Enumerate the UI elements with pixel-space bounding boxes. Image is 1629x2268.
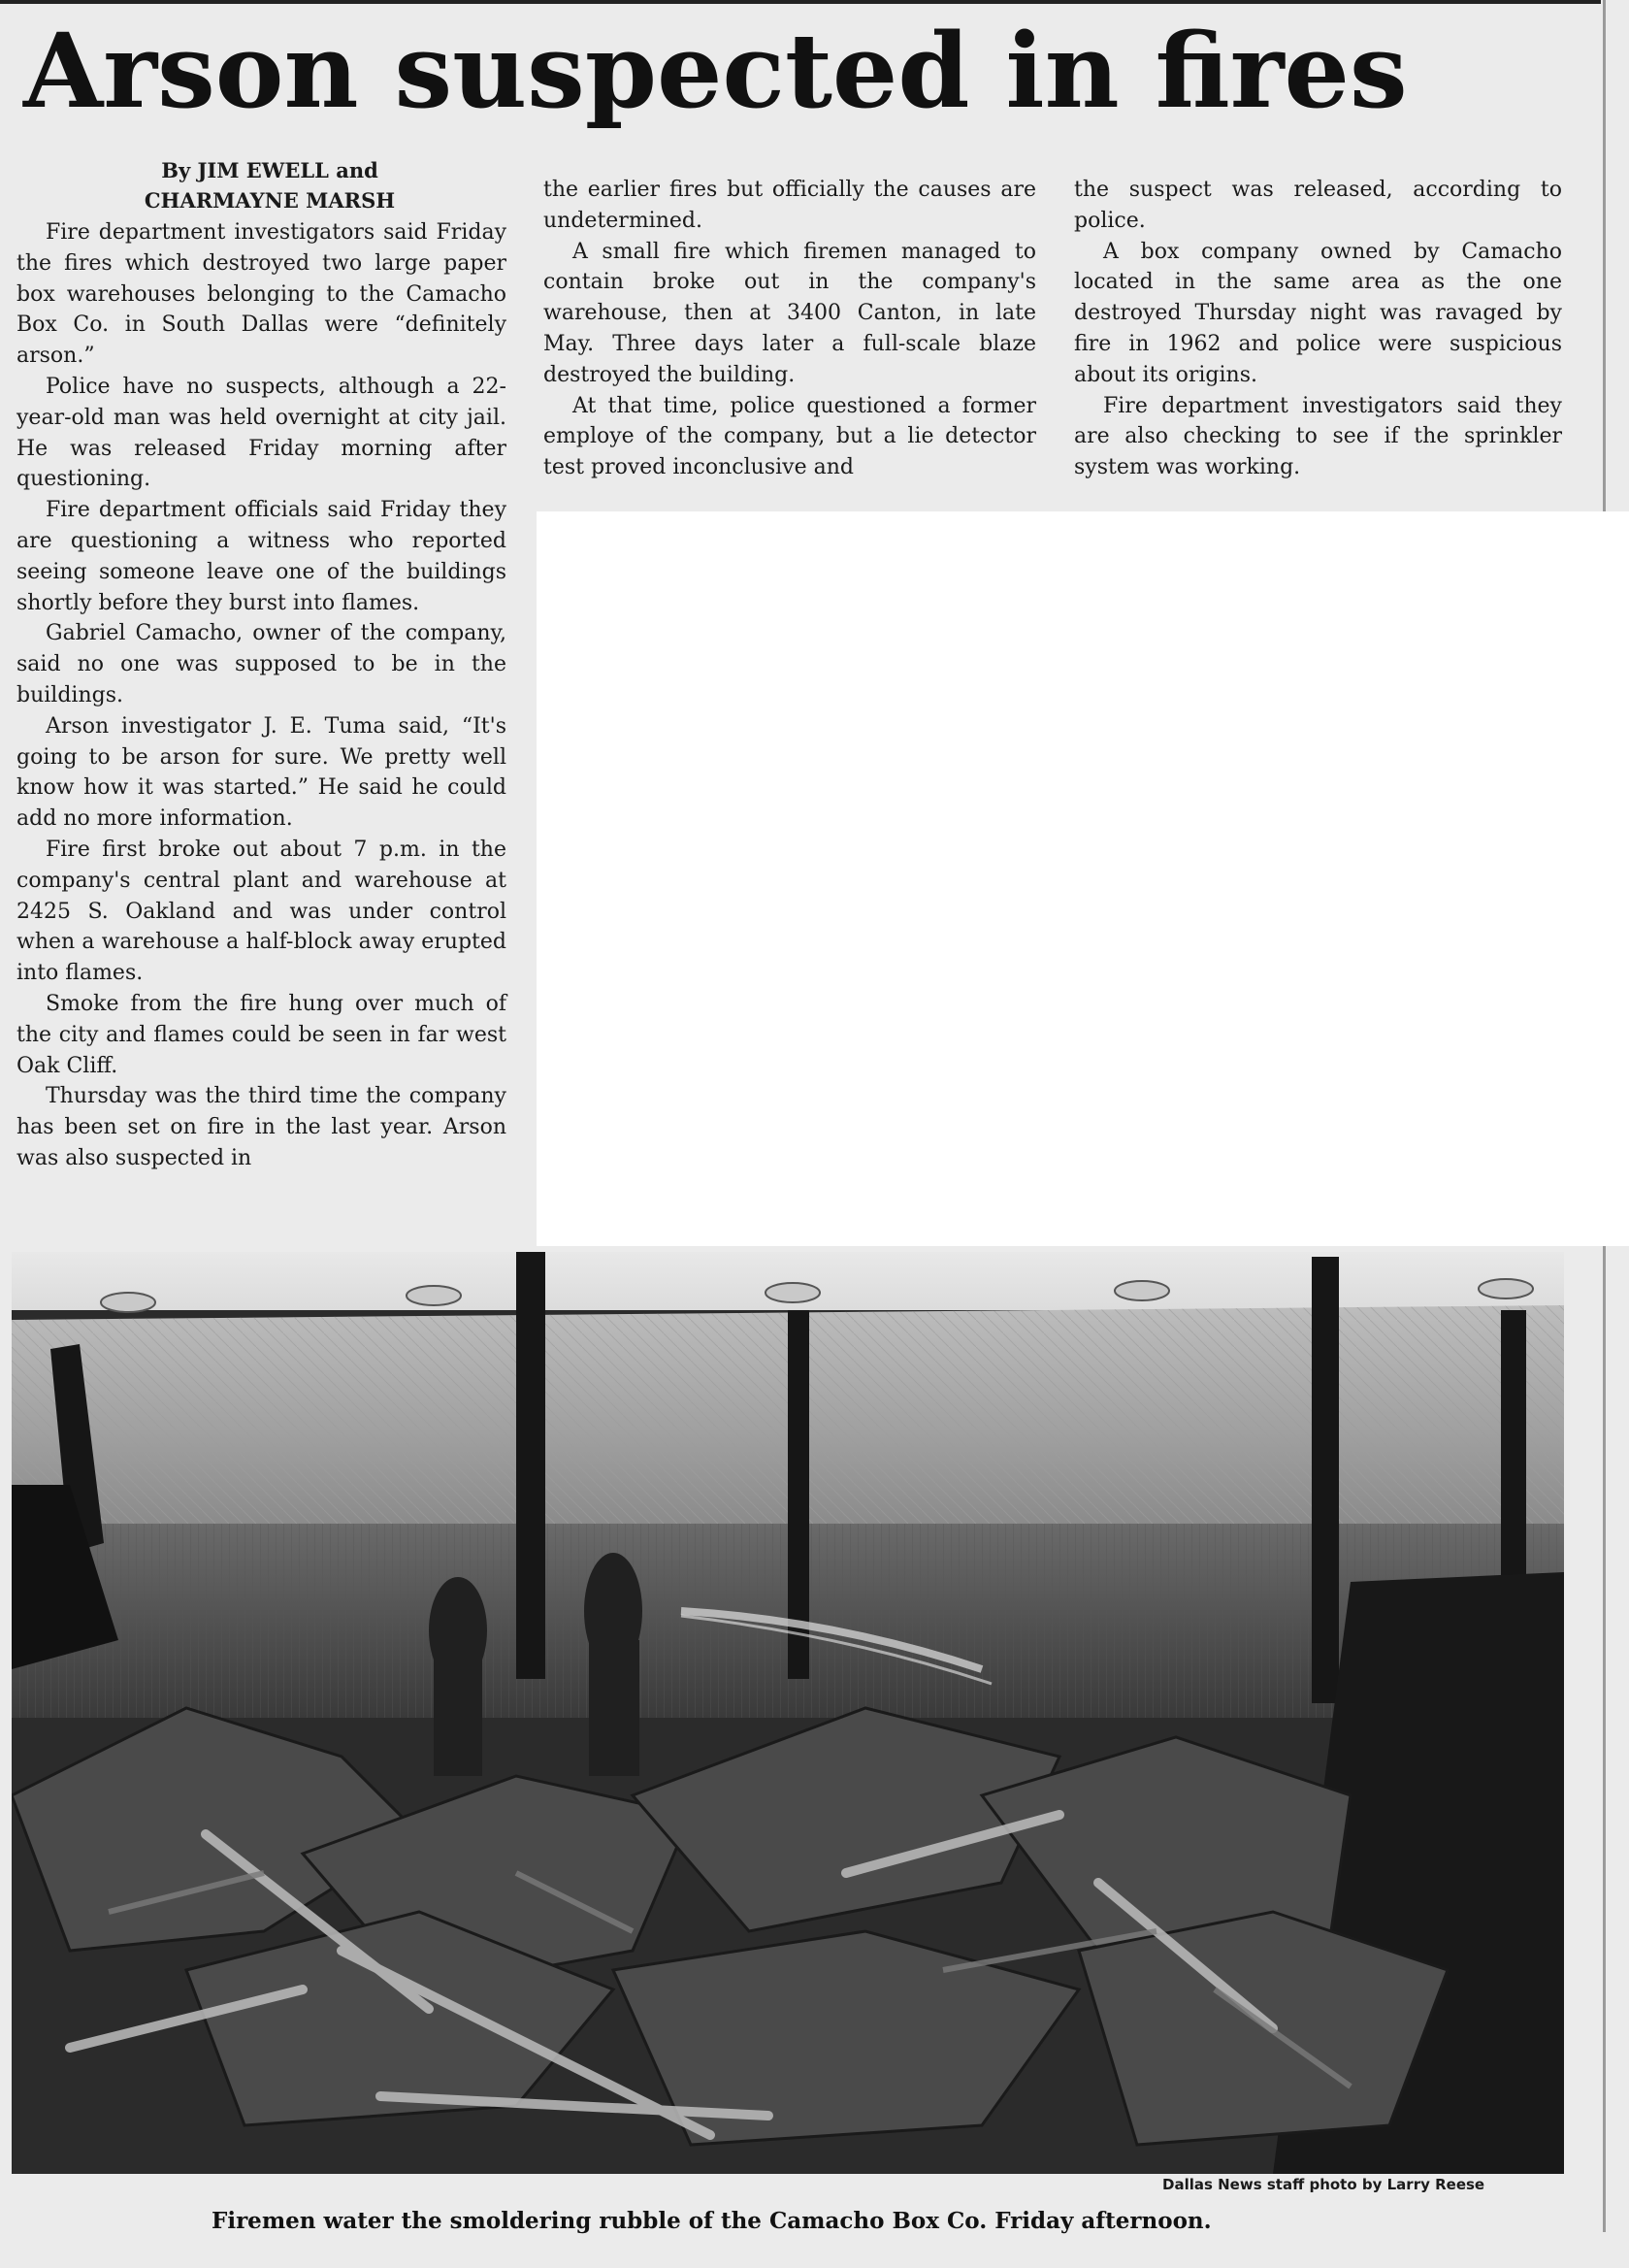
paragraph: Fire department officials said Friday they are questioning a witness who reported seeing someone leave one of the buildings shortly before they burst into flames. bbox=[16, 498, 506, 615]
paragraph: At that time, police questioned a former employe of the company, but a lie detector test proved inconclusive and bbox=[543, 393, 1036, 480]
article-column-3 bbox=[1074, 175, 1562, 483]
headline: Arson suspected in fires bbox=[23, 10, 1408, 131]
top-rule bbox=[0, 0, 1601, 4]
byline bbox=[124, 155, 415, 215]
paragraph: Fire first broke out about 7 p.m. in the company's central plant and warehouse at 2425 S. Oakland and was under control when a warehouse a half-block away erupted into flames. bbox=[16, 837, 506, 986]
photo-caption: Firemen water the smoldering rubble of the Camacho Box Co. Friday afternoon. bbox=[212, 2208, 1212, 2234]
paragraph: A small fire which firemen managed to contain broke out in the company's warehouse, then at 3400 Canton, in late May. Three days later a full-scale blaze destroyed the building. bbox=[543, 239, 1036, 387]
paragraph: Fire department investigators said Friday the fires which destroyed two large paper box warehouses belonging to the Camacho Box Co. in South Dallas were “definitely arson.” bbox=[16, 220, 506, 369]
paragraph: Arson investigator J. E. Tuma said, “It's going to be arson for sure. We pretty well know how it was started.” He said he could add no more information. bbox=[16, 713, 506, 832]
paragraph: Smoke from the fire hung over much of the city and flames could be seen in far west Oak Cliff. bbox=[16, 991, 506, 1078]
paragraph: the suspect was released, according to police. bbox=[1074, 178, 1562, 233]
byline-line-2: CHARMAYNE MARSH bbox=[144, 188, 396, 213]
byline-line-1: By JIM EWELL and bbox=[161, 158, 378, 182]
paragraph: Gabriel Camacho, owner of the company, said no one was supposed to be in the buildings. bbox=[16, 621, 506, 707]
paragraph: Police have no suspects, although a 22-year-old man was held overnight at city jail. He was released Friday morning after questioning. bbox=[16, 374, 506, 492]
blank-panel bbox=[537, 511, 1629, 1246]
article-column-2 bbox=[543, 175, 1036, 483]
paragraph: the earlier fires but officially the causes are undetermined. bbox=[543, 178, 1036, 233]
photo-credit: Dallas News staff photo by Larry Reese bbox=[1162, 2176, 1485, 2193]
paragraph: A box company owned by Camacho located in the same area as the one destroyed Thursday night was ravaged by fire in 1962 and police were suspicious about its origins. bbox=[1074, 239, 1562, 387]
paragraph: Fire department investigators said they are also checking to see if the sprinkler system was working. bbox=[1074, 393, 1562, 480]
paragraph: Thursday was the third time the company has been set on fire in the last year. Arson was also suspected in bbox=[16, 1084, 506, 1170]
article-column-1 bbox=[16, 217, 506, 1174]
news-photo bbox=[12, 1252, 1564, 2174]
